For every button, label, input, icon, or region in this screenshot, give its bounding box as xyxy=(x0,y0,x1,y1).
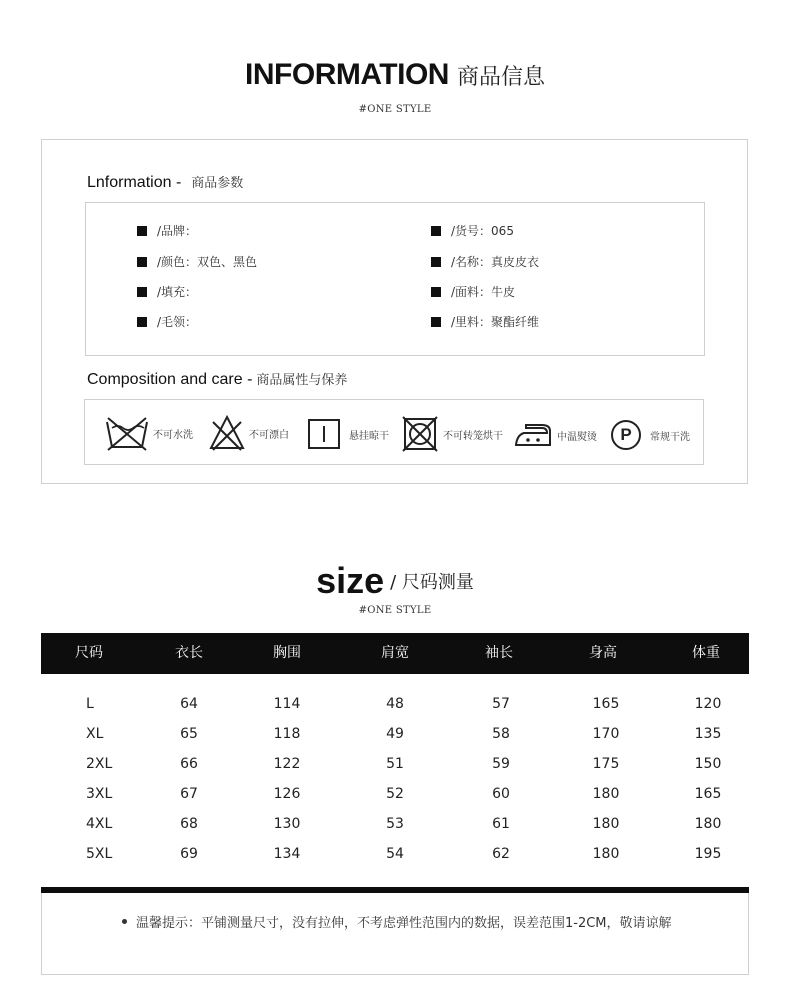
bullet-square-icon xyxy=(137,257,147,267)
care-section-title-en: Composition and care - xyxy=(87,371,253,388)
care-item-dry-clean xyxy=(610,419,690,451)
care-label: 不可漂白 xyxy=(249,429,289,441)
param-item-number: /货号：065 xyxy=(431,222,514,239)
no-tumble-dry-icon xyxy=(402,416,438,452)
column-header-chest: 胸围 xyxy=(273,645,301,661)
size-title-en: size xyxy=(316,560,385,601)
care-section-title xyxy=(87,369,347,389)
param-filling: /填充： xyxy=(137,283,197,300)
line-dry-icon xyxy=(307,418,341,450)
no-wash-icon xyxy=(104,414,150,452)
param-fabric: /面料：牛皮 xyxy=(431,283,515,300)
care-item-line-dry xyxy=(307,418,389,450)
information-title xyxy=(0,58,790,92)
column-header-height: 身高 xyxy=(589,645,617,661)
bullet-square-icon xyxy=(431,317,441,327)
care-item-no-bleach xyxy=(208,414,289,452)
bullet-square-icon xyxy=(137,226,147,236)
param-brand: /品牌： xyxy=(137,222,197,239)
param-lining: /里料：聚酯纤维 xyxy=(431,313,539,330)
care-label: 不可水洗 xyxy=(153,429,193,441)
measurement-note-text: 温馨提示：平铺测量尺寸，没有拉伸，不考虑弹性范围内的数据，误差范围1-2CM，敬请谅解 xyxy=(136,916,672,931)
care-label: 不可转笼烘干 xyxy=(443,430,503,442)
column-header-weight: 体重 xyxy=(692,645,720,661)
care-item-no-wash xyxy=(104,414,193,452)
size-title xyxy=(0,560,790,602)
bullet-square-icon xyxy=(431,257,441,267)
params-section-title xyxy=(87,172,243,192)
bullet-square-icon xyxy=(431,287,441,297)
care-label: 常规干洗 xyxy=(650,431,690,443)
bullet-dot-icon xyxy=(122,919,127,924)
param-color: /颜色：双色、黑色 xyxy=(137,253,257,270)
size-title-cn: / 尺码测量 xyxy=(390,572,474,593)
dry-clean-p-glyph: P xyxy=(620,425,632,444)
size-table-header xyxy=(41,633,749,674)
information-title-en: INFORMATION xyxy=(245,58,449,91)
param-fur-collar: /毛领： xyxy=(137,313,197,330)
care-item-iron-medium xyxy=(514,421,597,449)
note-panel xyxy=(41,893,749,975)
params-section-title-en: Lnformation - xyxy=(87,174,182,191)
care-label: 悬挂晾干 xyxy=(349,430,389,442)
care-label: 中温熨烫 xyxy=(557,431,597,443)
column-header-sleeve: 袖长 xyxy=(485,645,513,661)
param-name: /名称：真皮皮衣 xyxy=(431,253,539,270)
bullet-square-icon xyxy=(137,317,147,327)
iron-medium-icon xyxy=(514,421,552,449)
bullet-square-icon xyxy=(137,287,147,297)
params-section-title-cn: 商品参数 xyxy=(191,176,244,191)
dry-clean-p-icon xyxy=(610,419,642,451)
information-tagline: #ONE STYLE xyxy=(358,104,432,115)
information-title-cn: 商品信息 xyxy=(456,64,545,90)
bullet-square-icon xyxy=(431,226,441,236)
no-bleach-icon xyxy=(208,414,246,452)
care-section-title-cn: 商品属性与保养 xyxy=(256,373,348,388)
column-header-size: 尺码 xyxy=(75,645,103,661)
column-header-shoulder: 肩宽 xyxy=(381,645,409,661)
care-item-no-tumble-dry xyxy=(402,416,503,452)
size-tagline: #ONE STYLE xyxy=(358,605,432,616)
column-header-length: 衣长 xyxy=(175,645,203,661)
measurement-note xyxy=(122,912,672,931)
